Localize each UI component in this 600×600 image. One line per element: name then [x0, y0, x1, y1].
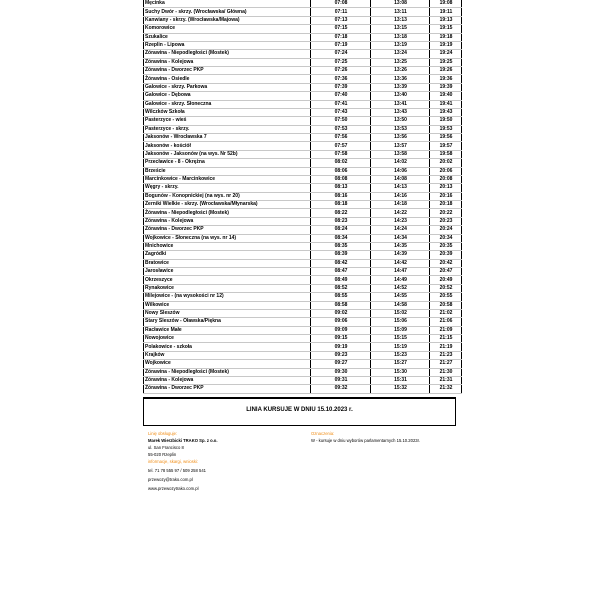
stop-name-cell: Zagródki	[144, 251, 311, 259]
departure-time-cell: 20:13	[430, 184, 462, 192]
departure-time-cell: 21:15	[430, 335, 462, 343]
departure-time-cell: 13:24	[371, 50, 430, 58]
stop-name-cell: Wojkowice - Słoneczna (na wys. nr 14)	[144, 234, 311, 242]
departure-time-cell: 14:49	[371, 276, 430, 284]
departure-time-cell: 13:36	[371, 75, 430, 83]
departure-time-cell: 14:02	[371, 159, 430, 167]
departure-time-cell: 09:31	[311, 376, 371, 384]
operator-email: przewozy@trako.com.pl	[148, 477, 193, 482]
stop-name-cell: Żórawina - Niepodległości (Mostek)	[144, 50, 311, 58]
departure-time-cell: 19:26	[430, 67, 462, 75]
table-row	[144, 268, 462, 276]
table-row	[144, 385, 462, 393]
operator-address-street: ul. San Francisco 8	[148, 445, 184, 450]
departure-time-cell: 08:08	[311, 175, 371, 183]
table-row	[144, 251, 462, 259]
table-row	[144, 201, 462, 209]
departure-time-cell: 19:43	[430, 108, 462, 116]
departure-time-cell: 08:22	[311, 209, 371, 217]
departure-time-cell: 14:08	[371, 175, 430, 183]
stop-name-cell: Pasterzyce - wieś	[144, 117, 311, 125]
departure-time-cell: 09:15	[311, 335, 371, 343]
departure-time-cell: 08:39	[311, 251, 371, 259]
stop-name-cell: Nowojowice	[144, 335, 311, 343]
departure-time-cell: 20:52	[430, 284, 462, 292]
stop-name-cell: Milejowice - (na wysokości nr 12)	[144, 293, 311, 301]
departure-time-cell: 08:55	[311, 293, 371, 301]
departure-time-cell: 13:56	[371, 134, 430, 142]
departure-time-cell: 14:13	[371, 184, 430, 192]
table-row	[144, 159, 462, 167]
departure-time-cell: 07:11	[311, 8, 371, 16]
departure-time-cell: 20:34	[430, 234, 462, 242]
stop-name-cell: Żórawina - Kolejowa	[144, 376, 311, 384]
departure-time-cell: 19:08	[430, 0, 462, 8]
departure-time-cell: 07:39	[311, 83, 371, 91]
departure-time-cell: 07:53	[311, 125, 371, 133]
departure-time-cell: 13:19	[371, 41, 430, 49]
table-row	[144, 351, 462, 359]
departure-time-cell: 07:40	[311, 92, 371, 100]
departure-time-cell: 15:27	[371, 360, 430, 368]
table-row	[144, 184, 462, 192]
departure-time-cell: 08:16	[311, 192, 371, 200]
table-row	[144, 16, 462, 24]
table-row	[144, 284, 462, 292]
departure-time-cell: 09:02	[311, 309, 371, 317]
departure-time-cell: 07:18	[311, 33, 371, 41]
table-row	[144, 50, 462, 58]
departure-time-cell: 09:23	[311, 351, 371, 359]
departure-time-cell: 07:43	[311, 108, 371, 116]
stop-name-cell: Szukalice	[144, 33, 311, 41]
departure-time-cell: 07:58	[311, 150, 371, 158]
departure-time-cell: 14:55	[371, 293, 430, 301]
departure-time-cell: 15:32	[371, 385, 430, 393]
departure-time-cell: 20:47	[430, 268, 462, 276]
table-row	[144, 83, 462, 91]
departure-time-cell: 09:06	[311, 318, 371, 326]
departure-time-cell: 13:41	[371, 100, 430, 108]
departure-time-cell: 19:18	[430, 33, 462, 41]
departure-time-cell: 08:13	[311, 184, 371, 192]
stop-name-cell: Żórawina - Osiedle	[144, 75, 311, 83]
departure-time-cell: 08:52	[311, 284, 371, 292]
stop-name-cell: Stary Śleszów - Oławska/Piękna	[144, 318, 311, 326]
stop-name-cell: Przecławice - 8 - Okrężna	[144, 159, 311, 167]
stop-name-cell: Mnichowice	[144, 242, 311, 250]
departure-time-cell: 21:32	[430, 385, 462, 393]
departure-time-cell: 19:25	[430, 58, 462, 66]
departure-time-cell: 19:56	[430, 134, 462, 142]
table-row	[144, 108, 462, 116]
departure-time-cell: 15:02	[371, 309, 430, 317]
stop-name-cell: Marcinkowice - Marcinkowice	[144, 175, 311, 183]
departure-time-cell: 15:09	[371, 326, 430, 334]
departure-time-cell: 07:15	[311, 25, 371, 33]
departure-time-cell: 15:31	[371, 376, 430, 384]
departure-time-cell: 15:06	[371, 318, 430, 326]
departure-time-cell: 07:57	[311, 142, 371, 150]
stop-name-cell: Żerniki Wielkie - skrzy. (Wrocławska/Młynarska)	[144, 201, 311, 209]
legend-heading: Oznaczenia:	[311, 431, 335, 436]
departure-time-cell: 08:24	[311, 226, 371, 234]
departure-time-cell: 20:58	[430, 301, 462, 309]
table-row	[144, 242, 462, 250]
stop-name-cell: Żórawina - Dworzec PKP	[144, 67, 311, 75]
departure-time-cell: 14:23	[371, 217, 430, 225]
table-row	[144, 293, 462, 301]
departure-time-cell: 20:22	[430, 209, 462, 217]
departure-time-cell: 21:31	[430, 376, 462, 384]
table-row	[144, 67, 462, 75]
departure-time-cell: 08:58	[311, 301, 371, 309]
info-heading: informacje, skargi, wnioski:	[148, 459, 199, 464]
departure-time-cell: 09:19	[311, 343, 371, 351]
departure-time-cell: 20:24	[430, 226, 462, 234]
departure-time-cell: 07:13	[311, 16, 371, 24]
departure-time-cell: 15:23	[371, 351, 430, 359]
departure-time-cell: 19:13	[430, 16, 462, 24]
departure-time-cell: 21:27	[430, 360, 462, 368]
stop-name-cell: Kanwiany - skrzy. (Wrocławska/Majowa)	[144, 16, 311, 24]
table-row	[144, 376, 462, 384]
stop-name-cell: Pasterzyce - skrzy.	[144, 125, 311, 133]
stop-name-cell: Polakowice - szkoła	[144, 343, 311, 351]
departure-time-cell: 20:06	[430, 167, 462, 175]
departure-time-cell: 08:47	[311, 268, 371, 276]
table-row	[144, 309, 462, 317]
departure-time-cell: 20:39	[430, 251, 462, 259]
table-row	[144, 100, 462, 108]
departure-time-cell: 21:19	[430, 343, 462, 351]
stop-name-cell: Okrzeszyce	[144, 276, 311, 284]
departure-time-cell: 20:02	[430, 159, 462, 167]
legend-text: W - kursuje w dniu wyborów parlamentarnych 15.10.2023r.	[311, 438, 420, 443]
departure-time-cell: 07:08	[311, 0, 371, 8]
table-row	[144, 41, 462, 49]
stop-name-cell: Brzeście	[144, 167, 311, 175]
operator-website: www.przewozytrako.com.pl	[148, 486, 199, 491]
stop-name-cell: Wilkowice	[144, 301, 311, 309]
departure-time-cell: 07:26	[311, 67, 371, 75]
departure-time-cell: 08:35	[311, 242, 371, 250]
service-note-box	[143, 397, 456, 426]
departure-time-cell: 13:18	[371, 33, 430, 41]
table-row	[144, 326, 462, 334]
table-row	[144, 117, 462, 125]
stop-name-cell: Wilczków Szkoła	[144, 108, 311, 116]
stop-name-cell: Jarosławice	[144, 268, 311, 276]
stop-name-cell: Galowice - skrzy. Parkowa	[144, 83, 311, 91]
table-row	[144, 134, 462, 142]
departure-time-cell: 08:18	[311, 201, 371, 209]
operator-name: Marek Wierzbicki TRAKO Sp. z o.o.	[148, 438, 218, 443]
departure-time-cell: 20:42	[430, 259, 462, 267]
departure-time-cell: 14:58	[371, 301, 430, 309]
stop-name-cell: Bogunów - Konopnickiej (na wys. nr 20)	[144, 192, 311, 200]
table-row	[144, 276, 462, 284]
table-row	[144, 92, 462, 100]
operator-heading: Linię obsługuje:	[148, 431, 178, 436]
departure-time-cell: 07:24	[311, 50, 371, 58]
departure-time-cell: 14:47	[371, 268, 430, 276]
stop-name-cell: Wojkowice	[144, 360, 311, 368]
stop-name-cell: Racławice Małe	[144, 326, 311, 334]
departure-time-cell: 15:19	[371, 343, 430, 351]
departure-time-cell: 13:25	[371, 58, 430, 66]
table-row	[144, 217, 462, 225]
departure-time-cell: 19:36	[430, 75, 462, 83]
departure-time-cell: 13:11	[371, 8, 430, 16]
departure-time-cell: 21:30	[430, 368, 462, 376]
table-row	[144, 368, 462, 376]
table-row	[144, 259, 462, 267]
departure-time-cell: 19:58	[430, 150, 462, 158]
table-row	[144, 175, 462, 183]
stop-name-cell: Suchy Dwór - skrzy. (Wrocławska/ Główna)	[144, 8, 311, 16]
timetable	[143, 0, 462, 394]
departure-time-cell: 14:24	[371, 226, 430, 234]
table-row	[144, 125, 462, 133]
table-row	[144, 343, 462, 351]
departure-time-cell: 14:34	[371, 234, 430, 242]
departure-time-cell: 13:26	[371, 67, 430, 75]
stop-name-cell: Żórawina - Niepodległości (Mostek)	[144, 368, 311, 376]
departure-time-cell: 20:55	[430, 293, 462, 301]
table-row	[144, 360, 462, 368]
departure-time-cell: 09:30	[311, 368, 371, 376]
stop-name-cell: Jaksonów - kościół	[144, 142, 311, 150]
departure-time-cell: 20:16	[430, 192, 462, 200]
departure-time-cell: 14:22	[371, 209, 430, 217]
stop-name-cell: Nowy Śleszów	[144, 309, 311, 317]
table-row	[144, 335, 462, 343]
table-row	[144, 167, 462, 175]
table-row	[144, 301, 462, 309]
departure-time-cell: 21:02	[430, 309, 462, 317]
departure-time-cell: 19:57	[430, 142, 462, 150]
departure-time-cell: 21:23	[430, 351, 462, 359]
table-row	[144, 209, 462, 217]
departure-time-cell: 13:13	[371, 16, 430, 24]
stop-name-cell: Męcinka	[144, 0, 311, 8]
departure-time-cell: 07:19	[311, 41, 371, 49]
table-row	[144, 8, 462, 16]
departure-time-cell: 13:50	[371, 117, 430, 125]
departure-time-cell: 07:50	[311, 117, 371, 125]
departure-time-cell: 20:08	[430, 175, 462, 183]
departure-time-cell: 14:35	[371, 242, 430, 250]
stop-name-cell: Galowice - skrzy. Słoneczna	[144, 100, 311, 108]
departure-time-cell: 14:39	[371, 251, 430, 259]
departure-time-cell: 08:02	[311, 159, 371, 167]
departure-time-cell: 09:32	[311, 385, 371, 393]
departure-time-cell: 13:43	[371, 108, 430, 116]
departure-time-cell: 08:49	[311, 276, 371, 284]
table-row	[144, 318, 462, 326]
stop-name-cell: Żórawina - Kolejowa	[144, 58, 311, 66]
table-row	[144, 234, 462, 242]
departure-time-cell: 14:16	[371, 192, 430, 200]
departure-time-cell: 13:40	[371, 92, 430, 100]
departure-time-cell: 20:49	[430, 276, 462, 284]
table-row	[144, 58, 462, 66]
departure-time-cell: 14:42	[371, 259, 430, 267]
departure-time-cell: 15:30	[371, 368, 430, 376]
table-row	[144, 33, 462, 41]
departure-time-cell: 19:53	[430, 125, 462, 133]
stop-name-cell: Żórawina - Dworzec PKP	[144, 226, 311, 234]
departure-time-cell: 07:25	[311, 58, 371, 66]
operator-phones: tel. 71 78 555 97 / 509 258 541	[148, 468, 206, 473]
departure-time-cell: 19:39	[430, 83, 462, 91]
departure-time-cell: 15:15	[371, 335, 430, 343]
departure-time-cell: 19:40	[430, 92, 462, 100]
departure-time-cell: 19:41	[430, 100, 462, 108]
service-note: LINIA KURSUJE W DNIU 15.10.2023 r.	[246, 407, 353, 413]
operator-address-city: 55-020 Rzeplin	[148, 452, 177, 457]
departure-time-cell: 13:57	[371, 142, 430, 150]
stop-name-cell: Żórawina - Dworzec PKP	[144, 385, 311, 393]
stop-name-cell: Jaksonów - Jaksonów (na wys. Nr 52b)	[144, 150, 311, 158]
departure-time-cell: 19:24	[430, 50, 462, 58]
timetable-sheet	[143, 0, 456, 425]
stop-name-cell: Jaksonów - Wrocławska 7	[144, 134, 311, 142]
departure-time-cell: 19:11	[430, 8, 462, 16]
departure-time-cell: 08:34	[311, 234, 371, 242]
table-row	[144, 0, 462, 8]
departure-time-cell: 13:58	[371, 150, 430, 158]
departure-time-cell: 20:35	[430, 242, 462, 250]
departure-time-cell: 19:19	[430, 41, 462, 49]
departure-time-cell: 19:15	[430, 25, 462, 33]
table-row	[144, 192, 462, 200]
table-row	[144, 142, 462, 150]
stop-name-cell: Komorowice	[144, 25, 311, 33]
departure-time-cell: 14:18	[371, 201, 430, 209]
stop-name-cell: Żórawina - Niepodległości (Mostek)	[144, 209, 311, 217]
departure-time-cell: 13:53	[371, 125, 430, 133]
departure-time-cell: 07:41	[311, 100, 371, 108]
departure-time-cell: 09:27	[311, 360, 371, 368]
departure-time-cell: 19:50	[430, 117, 462, 125]
stop-name-cell: Krajków	[144, 351, 311, 359]
departure-time-cell: 20:23	[430, 217, 462, 225]
departure-time-cell: 14:06	[371, 167, 430, 175]
departure-time-cell: 09:09	[311, 326, 371, 334]
stop-name-cell: Rzeplin - Lipowa	[144, 41, 311, 49]
table-row	[144, 150, 462, 158]
departure-time-cell: 13:08	[371, 0, 430, 8]
table-row	[144, 75, 462, 83]
stop-name-cell: Galowice - Dębowa	[144, 92, 311, 100]
departure-time-cell: 08:42	[311, 259, 371, 267]
table-row	[144, 25, 462, 33]
stop-name-cell: Węgry - skrzy.	[144, 184, 311, 192]
departure-time-cell: 07:56	[311, 134, 371, 142]
departure-time-cell: 08:06	[311, 167, 371, 175]
departure-time-cell: 08:23	[311, 217, 371, 225]
departure-time-cell: 14:52	[371, 284, 430, 292]
stop-name-cell: Bratowice	[144, 259, 311, 267]
departure-time-cell: 13:39	[371, 83, 430, 91]
departure-time-cell: 07:36	[311, 75, 371, 83]
departure-time-cell: 20:18	[430, 201, 462, 209]
stop-name-cell: Żórawina - Kolejowa	[144, 217, 311, 225]
departure-time-cell: 21:06	[430, 318, 462, 326]
departure-time-cell: 13:15	[371, 25, 430, 33]
departure-time-cell: 21:09	[430, 326, 462, 334]
stop-name-cell: Rynakowice	[144, 284, 311, 292]
table-row	[144, 226, 462, 234]
